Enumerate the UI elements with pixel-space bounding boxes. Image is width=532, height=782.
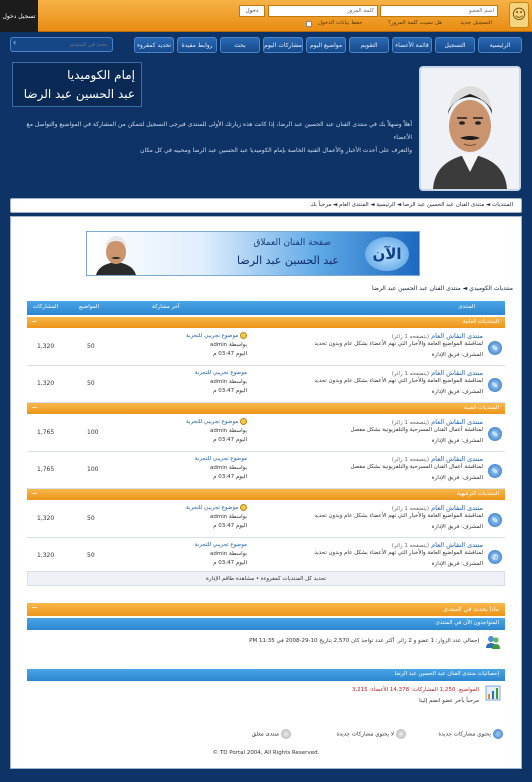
remember-checkbox[interactable] — [306, 21, 312, 27]
forum-row[interactable] — [27, 366, 505, 403]
header-intro-line1: أهلاً وسهلاً بك في منتدى الفنان عبد الحسين عبد الرضا، إذا كانت هذه زيارتك الأولى للمنتدى فيرجى التسجيل لتتمكن من المشاركة في المواضيع والتواصل مع الأعضاء — [26, 121, 412, 141]
site-logo-icon[interactable]: ☺ — [509, 2, 529, 28]
no-new-posts-icon — [396, 729, 406, 739]
category-header-1[interactable] — [27, 317, 505, 328]
online-users-header: المتواجدون الآن في المنتدى — [27, 618, 505, 630]
stats-line2: مرحباً بآخر عضو انضم إلينا — [419, 698, 479, 704]
nav-calendar[interactable]: التقويم — [349, 37, 389, 53]
forum-column-headers — [27, 301, 505, 315]
col-forum: المنتدى — [458, 304, 475, 310]
nav-links[interactable]: روابط مفيدة — [177, 37, 217, 53]
stats-line1: المواضيع: 1,250 المشاركات: 14,378 الأعضاء: 3,215 — [351, 687, 479, 693]
col-threads: المواضيع — [79, 304, 100, 310]
collapse-icon[interactable]: − — [31, 603, 38, 612]
login-go-button[interactable]: دخول — [239, 5, 265, 17]
last-post-title[interactable]: موضوع تجريبي للتجربة — [186, 505, 239, 511]
remember-label: حفظ بيانات الدخول — [318, 20, 363, 26]
forum-row[interactable] — [27, 415, 505, 452]
post-count: 1,320 — [37, 515, 55, 522]
thread-count: 100 — [87, 429, 99, 436]
forum-title[interactable]: منتدى النقاش العام (يتصفحه 1 زائر) — [391, 541, 483, 549]
last-post-title[interactable]: موضوع تجريبي للتجربة — [194, 370, 247, 376]
site-title-box — [12, 62, 142, 107]
nav-todays-topics[interactable]: مواضيع اليوم — [306, 37, 346, 53]
nav-todays-posts[interactable]: مشاركات اليوم — [263, 37, 303, 53]
stats-chart-icon — [485, 685, 501, 701]
last-post — [127, 504, 247, 531]
last-post-date: اليوم 03:47 م — [213, 351, 247, 357]
main-content — [10, 216, 522, 769]
nav-home[interactable]: الرئيسية — [478, 37, 522, 53]
chevron-left-icon[interactable]: ‹ — [13, 38, 17, 47]
forum-moderators[interactable]: المشرف: فريق الإدارة — [431, 389, 483, 395]
legend-closed: منتدى مغلق — [252, 729, 291, 739]
last-post-author[interactable]: بواسطة admin — [210, 342, 247, 348]
collapse-icon[interactable]: − — [31, 489, 38, 498]
pencil-icon: ✎ — [488, 341, 502, 355]
forum-moderators[interactable]: المشرف: فريق الإدارة — [431, 438, 483, 444]
forum-actions-bar[interactable]: تحديد كل المنتديات كمقروءة • مشاهدة طاقم الإدارة — [27, 571, 505, 586]
wgo-title: ماذا يحدث في المنتدى — [443, 606, 499, 613]
last-post — [127, 418, 247, 445]
forum-row[interactable] — [27, 329, 505, 366]
forum-description: لمناقشة أعمال الفنان المسرحية والتلفزيونية بشكل مفصل — [350, 464, 483, 470]
forum-description: لمناقشة المواضيع العامة والأخبار التي تهم الأعضاء بشكل عام وبدون تحديد — [314, 550, 483, 556]
forum-row[interactable] — [27, 501, 505, 538]
last-post-date: اليوم 03:47 م — [213, 388, 247, 394]
pencil-icon: ✎ — [488, 464, 502, 478]
whats-going-on-header[interactable] — [27, 603, 505, 616]
new-posts-icon — [493, 729, 503, 739]
forum-moderators[interactable]: المشرف: فريق الإدارة — [431, 561, 483, 567]
banner-portrait-image — [91, 234, 141, 275]
post-count: 1,765 — [37, 466, 55, 473]
thread-count: 50 — [87, 515, 95, 522]
forgot-password-link[interactable]: هل نسيت كلمة المرور؟ — [387, 20, 442, 26]
stats-header: إحصائيات منتدى الفنان عبد الحسين عبد الرضا — [27, 669, 505, 681]
forum-moderators[interactable]: المشرف: فريق الإدارة — [431, 352, 483, 358]
forum-title[interactable]: منتدى النقاش العام (يتصفحه 1 زائر) — [391, 369, 483, 377]
smile-icon — [240, 504, 247, 511]
category-title: المنتديات الفنية — [464, 405, 499, 411]
nav-search-input[interactable] — [10, 37, 113, 52]
smile-icon — [240, 418, 247, 425]
forum-title[interactable]: منتدى النقاش العام (يتصفحه 1 زائر) — [391, 332, 483, 340]
username-input[interactable] — [380, 5, 498, 17]
icon-legend — [11, 727, 521, 741]
last-post — [127, 541, 247, 568]
header-portrait-image — [419, 66, 521, 191]
post-count: 1,320 — [37, 552, 55, 559]
thread-count: 50 — [87, 380, 95, 387]
forum-description: لمناقشة المواضيع العامة والأخبار التي تهم الأعضاء بشكل عام وبدون تحديد — [314, 378, 483, 384]
forum-description: لمناقشة أعمال الفنان المسرحية والتلفزيونية بشكل مفصل — [350, 427, 483, 433]
register-link[interactable]: التسجيل جديد — [460, 20, 492, 26]
last-post-date: اليوم 03:47 م — [213, 437, 247, 443]
last-post-title[interactable]: موضوع تجريبي للتجربة — [186, 419, 239, 425]
pencil-icon: ✎ — [488, 513, 502, 527]
last-post-date: اليوم 03:47 م — [213, 474, 247, 480]
last-post-date: اليوم 03:47 م — [213, 560, 247, 566]
last-post — [127, 455, 247, 482]
site-title-line2: عبد الحسين عبد الرضا — [23, 87, 135, 101]
last-post-author[interactable]: بواسطة admin — [210, 514, 247, 520]
users-icon — [485, 634, 501, 650]
thread-count: 50 — [87, 552, 95, 559]
phone-icon: ✆ — [488, 550, 502, 564]
forum-description: لمناقشة المواضيع العامة والأخبار التي تهم الأعضاء بشكل عام وبدون تحديد — [314, 341, 483, 347]
online-users-body — [27, 630, 505, 666]
header-intro-line2: والتعرف على أحدث الأخبار والأعمال الفنية الخاصة بإمام الكوميديا عبد الحسين عبد الرضا ومحبيه في كل مكان — [140, 147, 412, 154]
category-header-2[interactable] — [27, 403, 505, 414]
promo-banner[interactable] — [86, 231, 420, 276]
banner-title-line1: صفحة الفنان العملاق — [253, 238, 331, 248]
category-header-3[interactable] — [27, 489, 505, 500]
stats-body — [27, 681, 505, 717]
last-post — [127, 369, 247, 396]
col-last-post: آخر مشاركة — [152, 304, 180, 310]
post-count: 1,320 — [37, 380, 55, 387]
col-posts: المشاركات — [33, 304, 59, 310]
forum-title[interactable]: منتدى النقاش العام (يتصفحه 1 زائر) — [391, 418, 483, 426]
last-post-title[interactable]: موضوع تجريبي للتجربة — [186, 333, 239, 339]
collapse-icon[interactable]: − — [31, 317, 38, 326]
forum-breadcrumb[interactable]: منتديات الكوميدي ◄ منتدى الفنان عبد الحسين عبد الرضا — [372, 285, 513, 292]
banner-title-line2: عبد الحسين عبد الرضا — [237, 254, 339, 267]
last-post-author[interactable]: بواسطة admin — [210, 551, 247, 557]
last-post-title[interactable]: موضوع تجريبي للتجربة — [194, 456, 247, 462]
forum-moderators[interactable]: المشرف: فريق الإدارة — [431, 475, 483, 481]
nav-register[interactable]: التسجيل — [435, 37, 475, 53]
smile-icon — [240, 332, 247, 339]
category-title: المنتديات العامة — [462, 319, 499, 325]
forum-title[interactable]: منتدى النقاش العام (يتصفحه 1 زائر) — [391, 455, 483, 463]
lock-icon — [281, 729, 291, 739]
top-login-button[interactable]: تسجيل دخول — [0, 0, 38, 32]
forum-moderators[interactable]: المشرف: فريق الإدارة — [431, 524, 483, 530]
header-intro-text — [12, 118, 412, 157]
last-post — [127, 332, 247, 359]
last-post-date: اليوم 03:47 م — [213, 523, 247, 529]
legend-no-new-posts: لا يحتوي مشاركات جديدة — [336, 729, 406, 739]
last-post-author[interactable]: بواسطة admin — [210, 465, 247, 471]
post-count: 1,765 — [37, 429, 55, 436]
forum-description: لمناقشة المواضيع العامة والأخبار التي تهم الأعضاء بشكل عام وبدون تحديد — [314, 513, 483, 519]
top-bar — [0, 0, 532, 32]
pencil-icon: ✎ — [488, 427, 502, 441]
collapse-icon[interactable]: − — [31, 403, 38, 412]
online-users-text: إجمالي عدد الزوار: 1 عضو و 2 زائر. أكثر عدد تواجد كان 2,570 بتاريخ 10-29-2008 في 11:35 PM — [249, 638, 479, 644]
post-count: 1,320 — [37, 343, 55, 350]
nav-search[interactable]: بحث — [220, 37, 260, 53]
last-post-author[interactable]: بواسطة admin — [210, 428, 247, 434]
nav-members[interactable]: قائمة الأعضاء — [392, 37, 432, 53]
site-title-line1: إمام الكوميديا — [67, 68, 135, 82]
thread-count: 50 — [87, 343, 95, 350]
password-input[interactable] — [268, 5, 378, 17]
thread-count: 100 — [87, 466, 99, 473]
nav-mark-read[interactable]: تحديد كمقروء — [134, 37, 174, 53]
category-title: المنتديات الترفيهية — [456, 491, 499, 497]
breadcrumb[interactable]: المنتديات ◄ منتدى الفنان عبد الحسين عبد الرضا ◄ الرئيسية ◄ المنتدى العام ◄ مرحباً بك — [10, 198, 522, 213]
forum-row[interactable] — [27, 452, 505, 489]
legend-new-posts: يحتوي مشاركات جديدة — [438, 729, 503, 739]
forum-row[interactable] — [27, 538, 505, 575]
banner-badge: الآن — [365, 237, 409, 271]
footer-copyright: © TD Portal 2004, All Rights Reserved. — [212, 750, 320, 756]
last-post-title[interactable]: موضوع تجريبي للتجربة — [194, 542, 247, 548]
last-post-author[interactable]: بواسطة admin — [210, 379, 247, 385]
pencil-icon: ✎ — [488, 378, 502, 392]
forum-title[interactable]: منتدى النقاش العام (يتصفحه 1 زائر) — [391, 504, 483, 512]
